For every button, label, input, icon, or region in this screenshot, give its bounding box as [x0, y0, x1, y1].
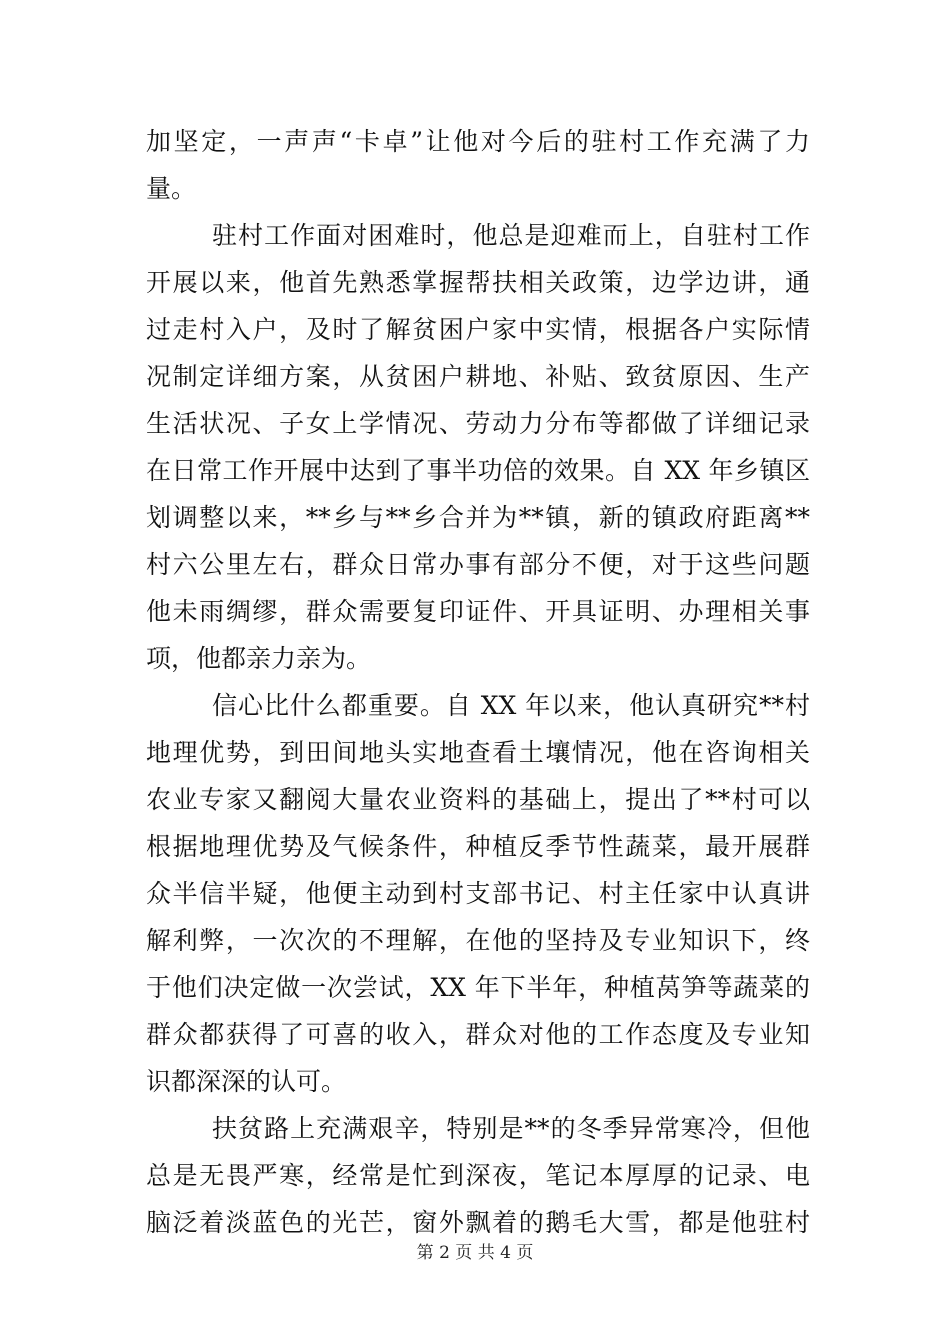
- text-line: 划调整以来，**乡与**乡合并为**镇，新的镇政府距离**: [146, 503, 810, 532]
- text-line: 农业专家又翻阅大量农业资料的基础上，提出了**村可以: [146, 785, 810, 814]
- text-line: 量。: [146, 174, 197, 203]
- text-line: 加坚定，一声声“卡卓”让他对今后的驻村工作充满了力: [146, 127, 810, 156]
- text-line: 驻村工作面对困难时，他总是迎难而上，自驻村工作: [212, 221, 810, 250]
- text-line: 过走村入户，及时了解贫困户家中实情，根据各户实际情: [146, 315, 810, 344]
- text-line: 他未雨绸缪，群众需要复印证件、开具证明、办理相关事: [146, 597, 810, 626]
- document-body: [146, 118, 810, 1246]
- text-line: 脑泛着淡蓝色的光芒，窗外飘着的鹅毛大雪，都是他驻村: [146, 1208, 810, 1237]
- text-line: 根据地理优势及气候条件，种植反季节性蔬菜，最开展群: [146, 832, 810, 861]
- text-line: 识都深深的认可。: [146, 1067, 347, 1096]
- text-line: 于他们决定做一次尝试，XX 年下半年，种植莴笋等蔬菜的: [146, 973, 810, 1002]
- text-line: 群众都获得了可喜的收入，群众对他的工作态度及专业知: [146, 1020, 810, 1049]
- text-line: 在日常工作开展中达到了事半功倍的效果。自 XX 年乡镇区: [146, 456, 810, 485]
- text-line: 解利弊，一次次的不理解，在他的坚持及专业知识下，终: [146, 926, 810, 955]
- paragraph-lines: [146, 118, 810, 1246]
- page-number-footer: 第 2 页 共 4 页: [416, 1243, 534, 1263]
- text-line: 总是无畏严寒，经常是忙到深夜，笔记本厚厚的记录、电: [146, 1161, 810, 1190]
- text-line: 地理优势，到田间地头实地查看土壤情况，他在咨询相关: [146, 738, 810, 767]
- text-line: 村六公里左右，群众日常办事有部分不便，对于这些问题: [146, 550, 810, 579]
- text-line: 况制定详细方案，从贫困户耕地、补贴、致贫原因、生产: [146, 362, 810, 391]
- text-line: 项，他都亲力亲为。: [146, 644, 372, 673]
- text-line: 开展以来，他首先熟悉掌握帮扶相关政策，边学边讲，通: [146, 268, 810, 297]
- text-line: 生活状况、子女上学情况、劳动力分布等都做了详细记录: [146, 409, 810, 438]
- text-line: 扶贫路上充满艰辛，特别是**的冬季异常寒冷，但他: [212, 1114, 810, 1143]
- text-line: 信心比什么都重要。自 XX 年以来，他认真研究**村: [212, 691, 810, 720]
- text-line: 众半信半疑，他便主动到村支部书记、村主任家中认真讲: [146, 879, 810, 908]
